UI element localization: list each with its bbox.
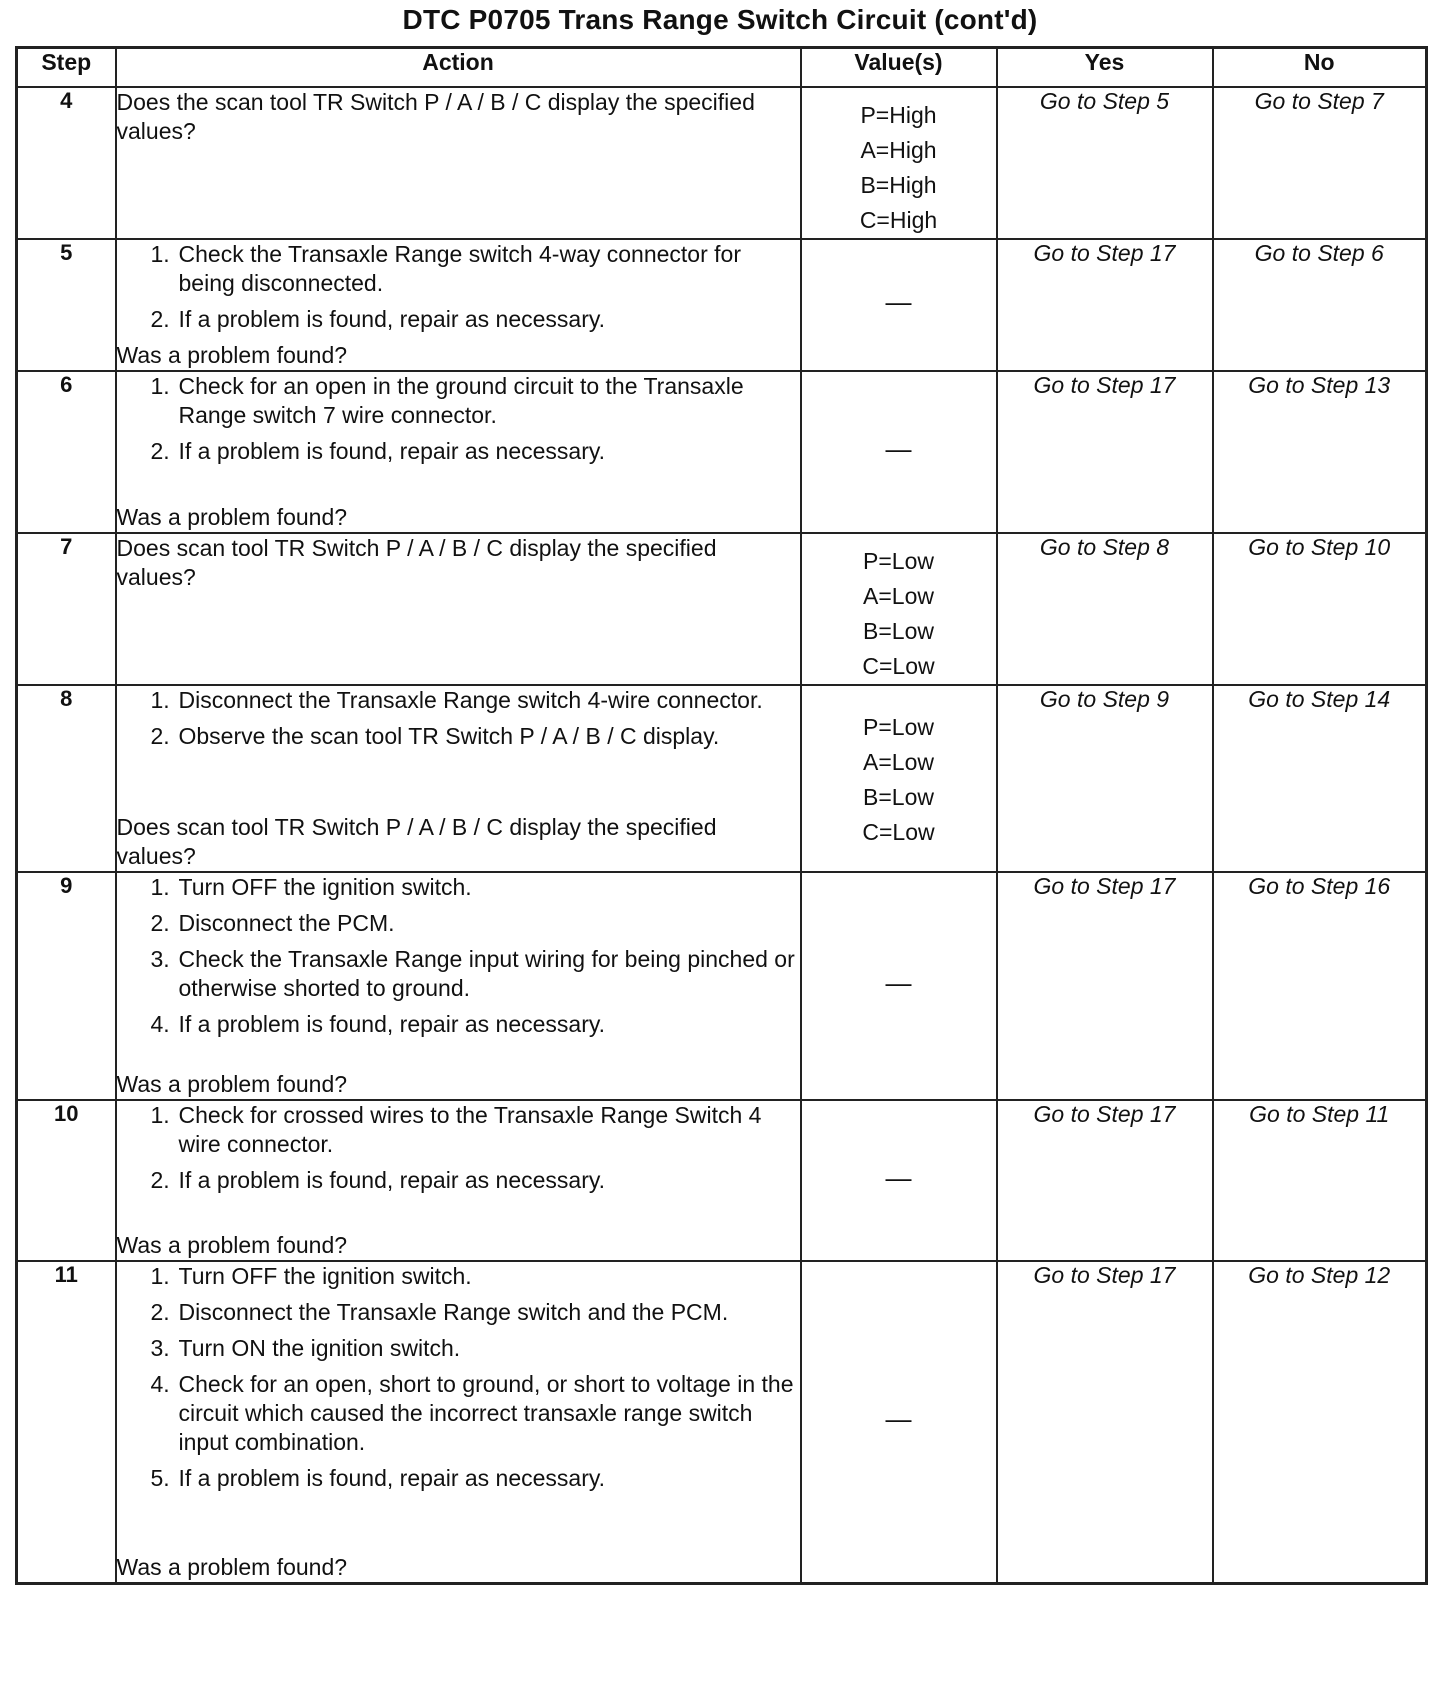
step-number: 10	[17, 1100, 116, 1261]
action-steps-list	[117, 873, 800, 1046]
action-lead-text: Does the scan tool TR Switch P / A / B / C display the specified values?	[116, 89, 755, 144]
action-step-number: 2.	[150, 438, 170, 464]
action-step-number: 4.	[150, 1011, 170, 1037]
header-values: Value(s)	[801, 48, 997, 88]
goto-yes: Go to Step 17	[997, 239, 1213, 371]
action-step-text: Check for an open in the ground circuit to the Transaxle Range switch 7 wire connector.	[178, 373, 744, 428]
values-cell	[801, 872, 997, 1100]
values-cell	[801, 1261, 997, 1583]
header-no: No	[1213, 48, 1427, 88]
action-cell	[116, 1100, 801, 1261]
goto-yes: Go to Step 9	[997, 685, 1213, 872]
action-step-text: If a problem is found, repair as necessary.	[178, 438, 606, 464]
value-item: A=High	[860, 137, 937, 163]
action-step-text: Observe the scan tool TR Switch P / A / B / C display.	[178, 723, 720, 749]
goto-no: Go to Step 7	[1213, 87, 1427, 239]
value-dash: —	[885, 433, 912, 464]
action-steps-list	[117, 686, 800, 758]
action-cell	[116, 872, 801, 1100]
action-step-item	[151, 1166, 800, 1195]
step-row	[17, 371, 1427, 533]
value-dash: —	[885, 967, 912, 998]
action-step-item	[151, 372, 800, 430]
action-cell	[116, 685, 801, 872]
goto-yes: Go to Step 17	[997, 1100, 1213, 1261]
action-step-number: 1.	[150, 373, 170, 399]
value-dash: —	[885, 1161, 912, 1192]
action-step-text: If a problem is found, repair as necessary.	[178, 306, 606, 332]
value-item: A=Low	[863, 583, 934, 609]
action-steps-list	[117, 1262, 800, 1500]
goto-yes: Go to Step 8	[997, 533, 1213, 685]
action-step-number: 2.	[150, 306, 170, 332]
action-cell	[116, 533, 801, 685]
values-cell	[801, 371, 997, 533]
step-number: 4	[17, 87, 116, 239]
value-dash: —	[885, 286, 912, 317]
step-number: 6	[17, 371, 116, 533]
value-item: B=Low	[863, 618, 934, 644]
value-item: P=Low	[863, 548, 934, 574]
action-step-item	[151, 945, 800, 1003]
value-item: C=Low	[862, 653, 935, 679]
action-step-number: 2.	[150, 723, 170, 749]
action-step-number: 3.	[150, 946, 170, 972]
action-step-text: Check for crossed wires to the Transaxle Range Switch 4 wire connector.	[178, 1102, 762, 1157]
goto-no: Go to Step 10	[1213, 533, 1427, 685]
action-step-text: Disconnect the Transaxle Range switch and the PCM.	[178, 1299, 729, 1325]
action-step-text: Turn OFF the ignition switch.	[178, 1263, 472, 1289]
action-step-item	[151, 240, 800, 298]
action-question: Was a problem found?	[116, 1232, 348, 1258]
action-step-number: 1.	[150, 874, 170, 900]
step-number: 5	[17, 239, 116, 371]
value-item: B=Low	[863, 784, 934, 810]
action-steps-list	[117, 372, 800, 473]
action-step-number: 1.	[150, 1263, 170, 1289]
values-cell	[801, 533, 997, 685]
action-step-number: 2.	[150, 1299, 170, 1325]
goto-no: Go to Step 6	[1213, 239, 1427, 371]
step-row	[17, 685, 1427, 872]
goto-yes: Go to Step 17	[997, 1261, 1213, 1583]
goto-no: Go to Step 14	[1213, 685, 1427, 872]
action-step-item	[151, 1262, 800, 1291]
action-step-number: 5.	[150, 1465, 170, 1491]
action-step-item	[151, 1370, 800, 1457]
action-step-item	[151, 1334, 800, 1363]
goto-no: Go to Step 11	[1213, 1100, 1427, 1261]
action-step-text: Check the Transaxle Range input wiring for being pinched or otherwise shorted to ground.	[178, 946, 795, 1001]
action-step-text: Check the Transaxle Range switch 4-way connector for being disconnected.	[178, 241, 741, 296]
action-step-text: If a problem is found, repair as necessary.	[178, 1011, 606, 1037]
step-row	[17, 239, 1427, 371]
action-step-number: 1.	[150, 241, 170, 267]
value-item: C=Low	[862, 819, 935, 845]
diagnostic-table	[15, 46, 1428, 1585]
values-cell	[801, 1100, 997, 1261]
action-step-item	[151, 1298, 800, 1327]
action-cell	[116, 1261, 801, 1583]
action-question: Was a problem found?	[116, 1553, 348, 1580]
header-step: Step	[17, 48, 116, 88]
step-row	[17, 1100, 1427, 1261]
step-row	[17, 533, 1427, 685]
step-row	[17, 1261, 1427, 1583]
action-step-text: If a problem is found, repair as necessary.	[178, 1465, 606, 1491]
action-step-item	[151, 686, 800, 715]
values-cell	[801, 685, 997, 872]
goto-yes: Go to Step 17	[997, 371, 1213, 533]
action-step-item	[151, 305, 800, 334]
values-cell	[801, 239, 997, 371]
action-question: Was a problem found?	[116, 342, 348, 368]
value-dash: —	[885, 1403, 912, 1434]
action-lead-text: Does scan tool TR Switch P / A / B / C display the specified values?	[116, 535, 717, 590]
header-action: Action	[116, 48, 801, 88]
action-step-item	[151, 437, 800, 466]
value-item: A=Low	[863, 749, 934, 775]
value-item: P=High	[860, 102, 937, 128]
action-step-number: 1.	[150, 1102, 170, 1128]
action-step-text: Turn ON the ignition switch.	[178, 1335, 461, 1361]
action-step-item	[151, 873, 800, 902]
action-step-text: Check for an open, short to ground, or short to voltage in the circuit which caused the incorrect transaxle range switch input combination.	[178, 1371, 794, 1455]
action-step-number: 4.	[150, 1371, 170, 1397]
action-cell	[116, 87, 801, 239]
step-number: 9	[17, 872, 116, 1100]
goto-no: Go to Step 16	[1213, 872, 1427, 1100]
action-step-item	[151, 1464, 800, 1493]
action-question: Was a problem found?	[116, 1071, 348, 1097]
action-step-number: 2.	[150, 1167, 170, 1193]
goto-no: Go to Step 13	[1213, 371, 1427, 533]
action-steps-list	[117, 240, 800, 341]
page-title: DTC P0705 Trans Range Switch Circuit (cont'd)	[402, 4, 1038, 35]
action-step-number: 3.	[150, 1335, 170, 1361]
action-step-item	[151, 1101, 800, 1159]
goto-no: Go to Step 12	[1213, 1261, 1427, 1583]
action-step-text: Disconnect the PCM.	[178, 910, 395, 936]
action-step-number: 2.	[150, 910, 170, 936]
step-number: 7	[17, 533, 116, 685]
value-item: B=High	[860, 172, 937, 198]
values-cell	[801, 87, 997, 239]
goto-yes: Go to Step 5	[997, 87, 1213, 239]
goto-yes: Go to Step 17	[997, 872, 1213, 1100]
action-cell	[116, 371, 801, 533]
action-step-item	[151, 722, 800, 751]
action-step-text: If a problem is found, repair as necessary.	[178, 1167, 606, 1193]
step-row	[17, 87, 1427, 239]
action-step-item	[151, 909, 800, 938]
action-cell	[116, 239, 801, 371]
step-number: 8	[17, 685, 116, 872]
action-step-text: Disconnect the Transaxle Range switch 4-wire connector.	[178, 687, 763, 713]
action-question: Does scan tool TR Switch P / A / B / C display the specified values?	[116, 814, 717, 869]
value-item: P=Low	[863, 714, 934, 740]
value-item: C=High	[859, 207, 938, 233]
step-number: 11	[17, 1261, 116, 1583]
action-step-number: 1.	[150, 687, 170, 713]
header-row	[17, 48, 1427, 88]
action-step-text: Turn OFF the ignition switch.	[178, 874, 472, 900]
step-row	[17, 872, 1427, 1100]
action-steps-list	[117, 1101, 800, 1202]
action-step-item	[151, 1010, 800, 1039]
action-question: Was a problem found?	[116, 504, 348, 530]
header-yes: Yes	[997, 48, 1213, 88]
